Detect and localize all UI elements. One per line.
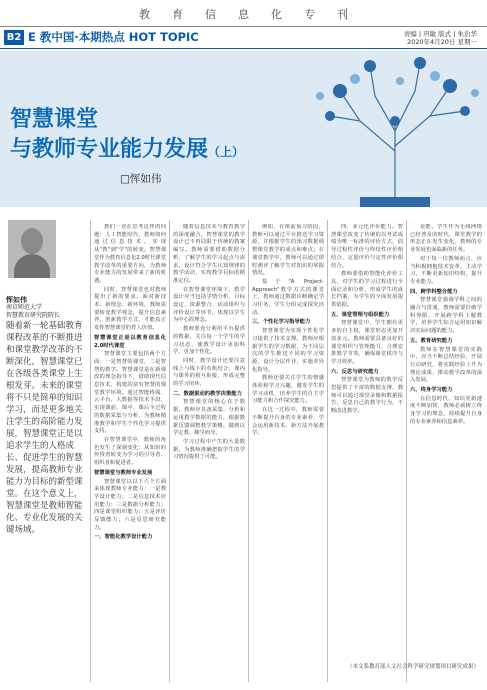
masthead-char: 育	[172, 8, 183, 21]
masthead-char: 教	[139, 8, 150, 21]
column-divider	[406, 220, 407, 682]
body-paragraph: 随着信息技术与教育教学的深度融合，智慧课堂的教学设计已不再局限于传统的教案编写。教师需要借助数据分析，了解学生的学习起点与需求，设计符合学生认知规律的教学活动，实现教学目标的精准定位。	[173, 224, 245, 284]
section-title: E 教中国·本期热点 HOT TOPIC	[28, 30, 199, 44]
header-rule	[0, 48, 487, 49]
author-photo	[8, 220, 56, 278]
article-footnote: （本文系教育部人文社会科学研究规划项目研究成果）	[346, 664, 479, 670]
section-heading: 六、反思与研究能力	[331, 368, 379, 375]
body-paragraph: 教师在智慧课堂的实践中，应当不断总结经验，开展行动研究，将实践经验上升为理论成果，推动教学改革的深入发展。	[410, 346, 482, 384]
masthead-char: 化	[271, 8, 282, 21]
author-name: 恽如伟	[6, 296, 27, 304]
author-title: 智慧教育研究院院长	[6, 312, 61, 319]
body-paragraph: 在信息时代，知识更新速度不断加快，教师必须树立终身学习的理念，持续提升自身的专业素养和信息素养。	[410, 395, 482, 425]
body-paragraph: 学习过程中产生的大量数据，为教师准确把握学生的学习情况提供了可能。	[173, 438, 245, 461]
masthead	[0, 0, 487, 28]
page-number-tag: B2	[4, 30, 24, 45]
column-divider	[248, 220, 249, 682]
body-paragraph: 智慧课堂为实现个性化学习提供了技术支撑。教师应根据学生的学习数据，为不同层次的学生推送不同的学习资源，设计分层作业，实施差异化指导。	[252, 328, 324, 373]
masthead-rule	[0, 26, 487, 27]
headline-line-1: 智慧课堂	[10, 107, 99, 132]
tech-tree-illustration	[300, 51, 487, 207]
headline-line-2: 与教师专业能力发展	[10, 137, 209, 162]
section-heading: 五、教育研究能力	[410, 337, 453, 344]
body-paragraph: 教们一直在思考这样的问题：人工智能时代，教师如何通过信息技术，实现从"教"到"学"的转变。智慧课堂作为教育信息化2.0时代课堂教学改革的重要方向，为教师专业能力的发展带来了新的机遇。	[94, 224, 166, 284]
section-heading: 智慧课堂与教师专业发展	[94, 469, 153, 476]
section-heading: 六、终身学习能力	[410, 387, 453, 394]
headline-banner	[0, 51, 487, 207]
body-paragraph: 同时，教学设计还要注意线上与线下的有机结合，课内与课外的相互衔接，形成完整的学习闭环。	[173, 357, 245, 388]
body-paragraph: 智慧课堂强调学科之间的融合与贯通，教师需要打破学科界限，开展跨学科主题教学，培养学生综合运用知识解决实际问题的能力。	[410, 297, 482, 335]
body-paragraph: 对于每一位教师而言，应当积极拥抱技术变革，主动学习，不断更新知识结构，提升专业能力。	[410, 255, 482, 285]
body-paragraph: 智慧课堂主要包括两个方面：一是智慧的课堂，二是智慧的教学。智慧课堂是在新课改的理念指导下，借助现代信息技术，构建的富有智慧的课堂教学环境。通过智能终端、云平台、大数据等技术手段，实现课前、课中、课后全过程的数据采集与分析，为教师精准教学和学生个性化学习提供支持。	[94, 351, 166, 435]
article-intro: 随着新一轮基础教育课程改革的不断推进和课堂教学改革的不断深化，智慧课堂已在各级各类课堂上生根发芽。未来的课堂将不只是简单的知识学习，而是更多地关注学生的高阶能力发展，智慧课堂正是以追求学生的人格成长、促进学生的智慧发展，提高教师专业能力为目标的新型课堂。在这个意义上，智慧课堂是教师智能化、专业化发展的关键场域。	[6, 321, 83, 535]
column-divider	[90, 220, 91, 682]
body-paragraph: 同时，智慧课堂也对教师提出了新的要求。面对新技术、新理念、新环境，教师需要转变教学观念，提升信息素养，创新教学方式，才能真正发挥智慧课堂的育人价值。	[94, 286, 166, 332]
author-info	[6, 296, 60, 320]
masthead-char: 息	[238, 8, 249, 21]
body-paragraph: 在智慧课堂中，教师的角色发生了深刻变化：从知识的传授者转变为学习的引导者、组织者和促进者。	[94, 436, 166, 467]
article-headline	[10, 105, 244, 167]
masthead-char: 刊	[337, 8, 348, 21]
issue-date: 2020年4月20日 星期一	[406, 38, 477, 46]
body-paragraph: 在智慧课堂环境下，教学设计应当包括学情分析、目标设定、资源整合、活动组织与评价设计等环节，体现以学生为中心的理念。	[173, 286, 245, 324]
body-paragraph: 四、多元化评价能力。智慧课堂改变了传统的以考试成绩为唯一标准的评价方式，倡导过程性评价与终结性评价相结合、定量评价与定性评价相结合。	[331, 224, 403, 269]
headline-suffix: （上）	[208, 145, 245, 159]
column-divider	[327, 220, 328, 682]
body-column-3	[252, 224, 324, 684]
header-meta	[404, 30, 477, 46]
body-paragraph: 教师还要关注学生的情感体验和学习兴趣，激发学生的学习动机，培养学生的自主学习能力和合作探究能力。	[252, 375, 324, 405]
body-column-5	[410, 224, 482, 662]
section-heading: 一、智能化教学设计能力	[94, 534, 153, 541]
byline: □恽如伟	[120, 173, 162, 185]
body-paragraph: 基于"A Project-Approach"教学方式的课堂上，教师通过数据诊断确定学习任务，学生分组完成探究活动。	[252, 278, 324, 316]
editor-credit: 责编 | 巩敏 版式 | 朱治华	[403, 30, 477, 38]
body-paragraph: 例如，在课前预习阶段，教师可以通过平台推送学习资源，并根据学生的预习数据调整课堂教学的重点和难点；在课堂教学中，教师可以通过即时测评了解学生对知识的掌握情况。	[252, 224, 324, 277]
body-column-1	[94, 224, 166, 684]
body-column-4	[331, 224, 403, 684]
body-paragraph: 教师要借助智能化评价工具，对学生的学习过程进行全面记录和分析，形成学生的成长档案，为学生的全面发展提供依据。	[331, 271, 403, 309]
masthead-char: 专	[304, 8, 315, 21]
body-paragraph: 智慧课堂的核心在于数据。教师应具备采集、分析和运用教学数据的能力，根据数据反馈调整教学策略，做到以学定教、顺学而导。	[173, 399, 245, 437]
section-heading: 三、个性化学习指导能力	[252, 319, 311, 326]
body-paragraph: 是能，学生作为无线网络已经普及的时代，课堂教学的形态正在发生变化，教师的专业发展也面临新的任务。	[410, 224, 482, 254]
section-header	[0, 30, 487, 46]
section-heading: 五、课堂管理与组织能力	[331, 311, 390, 318]
masthead-title	[0, 6, 487, 22]
section-heading: 四、跨学科整合能力	[410, 288, 458, 295]
masthead-char: 信	[205, 8, 216, 21]
body-column-2	[173, 224, 245, 684]
body-paragraph: 在这一过程中，教师需要不断提升自身的专业素养，学会运用新技术、新方法开展教学。	[252, 407, 324, 437]
section-heading: 二、数据驱动的教学决策能力	[173, 390, 242, 397]
author-affiliation: 南京师范大学	[6, 304, 43, 311]
body-paragraph: 智慧课堂中，学生拥有更多的自主权，课堂形态更加开放多元。教师需要具备良好的课堂组织与管理能力，合理安排教学节奏，确保课堂秩序与学习效率。	[331, 320, 403, 365]
body-paragraph: 智慧课堂以以下六个方面来体现教师专业能力：一是教学设计能力；二是信息技术应用能力；三是数据分析能力；四是课堂组织能力；五是评价反馈能力；六是反思研究能力。	[94, 478, 166, 531]
column-divider	[169, 220, 170, 682]
section-heading: 智慧课堂正是以教育信息化2.0时代课堂	[94, 334, 166, 349]
body-paragraph: 智慧课堂为教师的教学反思提供了丰富的数据支撑，教师可以通过课堂录像和数据报告，反思自己的教学行为，不断改进教学。	[331, 377, 403, 415]
body-paragraph: 教师要充分利用平台提供的数据，关注每一个学生的学习状态，使教学设计更加科学、更加个性化。	[173, 326, 245, 356]
